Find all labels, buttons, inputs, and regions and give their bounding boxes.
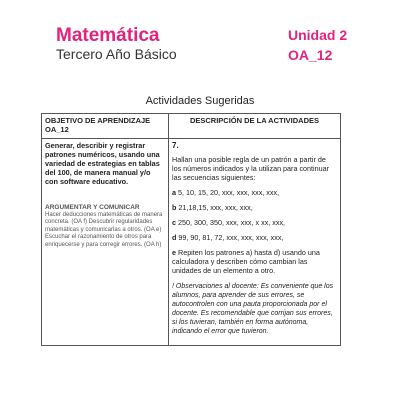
- sequence-b: b 21,18,15, xxx, xxx, xxx,: [172, 203, 253, 212]
- table-header-row: [42, 114, 341, 139]
- objective-cell: [42, 139, 169, 346]
- description-cell: [169, 139, 341, 346]
- unit-label: Unidad 2: [288, 27, 348, 43]
- part-e: e Repiten los patrones a) hasta d) usando una calculadora y describen cómo cambian las unidades de un elemento a otro.: [172, 248, 320, 275]
- objective-code: OA_12: [288, 47, 333, 63]
- skills-text: Hacer deducciones matemáticas de manera concreta. (OA f) Descubrir regularidades matemáticas y comunicarlas a otros. (OA e) Escuchar el razonamiento de otros para enriquecerse y para corregir errores. (OA h): [45, 211, 163, 248]
- sequence-a: a 5, 10, 15, 20, xxx, xxx, xxx, xxx,: [172, 188, 280, 197]
- activity-intro: Hallan una posible regla de un patrón a partir de los números indicados y la utilizan para continuar las secuencias siguientes:: [172, 155, 330, 182]
- header-description: DESCRIPCIÓN DE LA ACTIVIDADES: [169, 114, 341, 139]
- skills-title: ARGUMENTAR Y COMUNICAR: [45, 204, 140, 211]
- table-row: [42, 139, 341, 346]
- activities-table: [41, 113, 341, 346]
- activity-number: 7.: [172, 141, 179, 150]
- skills-box: [45, 204, 165, 249]
- grade-subtitle: Tercero Año Básico: [56, 46, 177, 62]
- sequence-d: d 99, 90, 81, 72, xxx, xxx, xxx, xxx,: [172, 233, 284, 242]
- subject-title: Matemática: [56, 25, 160, 46]
- section-title: Actividades Sugeridas: [145, 95, 255, 107]
- objective-text: Generar, describir y registrar patrones numéricos, usando una variedad de estrategias en tablas del 100, de manera manual y/o con software educativo.: [45, 141, 160, 186]
- teacher-observation: ! Observaciones al docente: Es conveniente que los alumnos, para aprender de sus errores, se autocontrolen con una pauta proporcionada por el docente. Es recomendable que corrijan sus errores, si los tuvieran, también en forma autónoma, indicando el error que tuvieron.: [172, 283, 334, 335]
- sequence-c: c 250, 300, 350, xxx, xxx, x xx, xxx,: [172, 218, 286, 227]
- header-objective: OBJETIVO DE APRENDIZAJE OA_12: [42, 114, 169, 139]
